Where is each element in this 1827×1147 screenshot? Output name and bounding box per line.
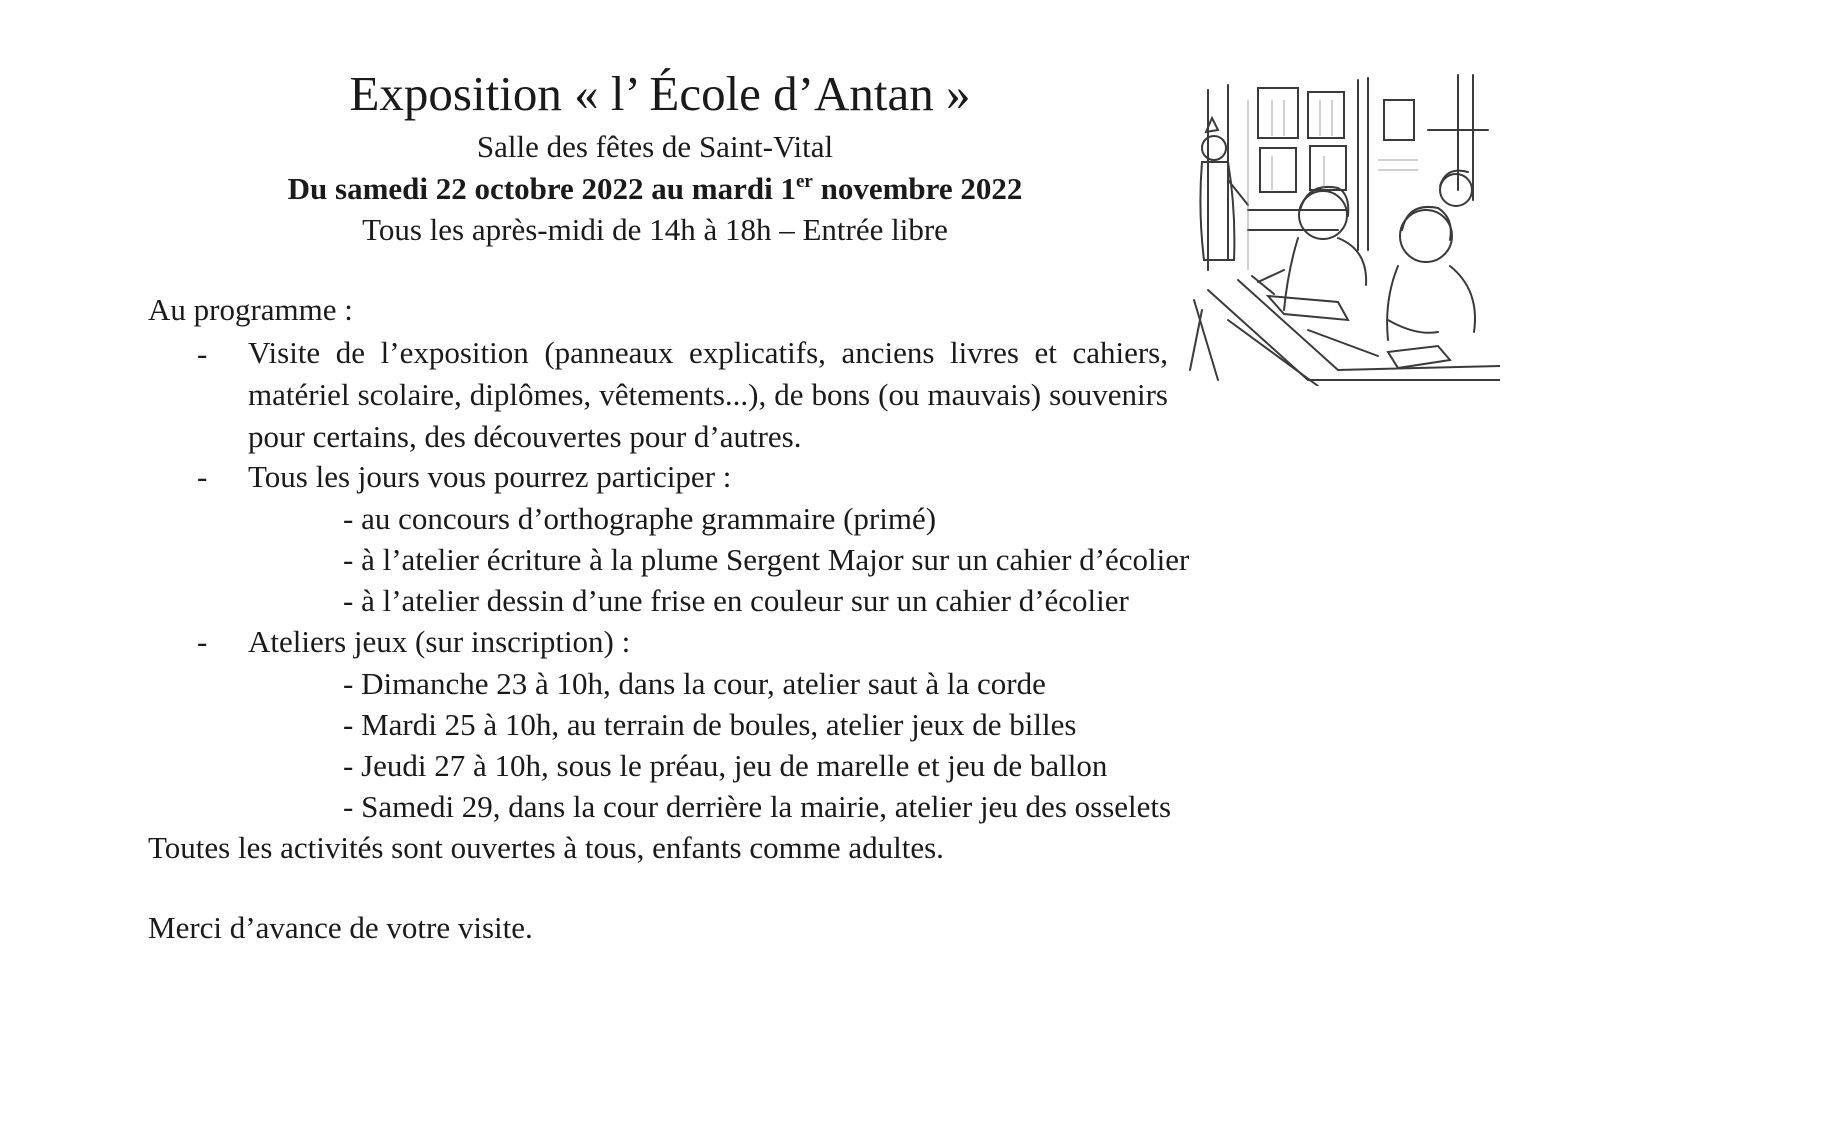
dates-text: Du samedi 22 octobre 2022 au mardi 1 — [287, 171, 796, 206]
hours-line: Tous les après-midi de 14h à 18h – Entrée libre — [362, 212, 948, 247]
program-heading: Au programme : — [148, 292, 353, 327]
classroom-sketch-illustration — [1188, 70, 1500, 386]
sub-item: - Dimanche 23 à 10h, dans la cour, atelier saut à la corde — [343, 666, 1046, 701]
bullet-participate-text: Tous les jours vous pourrez participer : — [248, 459, 732, 494]
page-title: Exposition « l’ École d’Antan » — [349, 66, 971, 121]
dates-text-end: novembre 2022 — [812, 171, 1023, 206]
sub-item: - à l’atelier écriture à la plume Sergent Major sur un cahier d’écolier — [343, 542, 1190, 577]
dates-line — [200, 169, 1110, 209]
sub-item: - Samedi 29, dans la cour derrière la mairie, atelier jeu des osselets — [343, 789, 1172, 824]
bullet-visit-text: Visite de l’exposition (panneaux explicatifs, anciens livres et cahiers, matériel scolaire, diplômes, vêtements...), de bons (ou mauvais) souvenirs pour certains, des découvertes pour d’autres. — [248, 335, 1168, 454]
bullet-dash: - — [197, 624, 208, 659]
bullet-dash: - — [197, 459, 208, 494]
bullet-dash: - — [197, 336, 208, 371]
dates-superscript: er — [795, 171, 813, 192]
bullet-games-text: Ateliers jeux (sur inscription) : — [248, 624, 631, 659]
footer-note: Toutes les activités sont ouvertes à tous, enfants comme adultes. — [148, 830, 944, 865]
sub-item: - au concours d’orthographe grammaire (primé) — [343, 501, 937, 536]
sub-item: - à l’atelier dessin d’une frise en couleur sur un cahier d’écolier — [343, 583, 1129, 618]
venue-line: Salle des fêtes de Saint-Vital — [476, 129, 834, 164]
sub-item: - Jeudi 27 à 10h, sous le préau, jeu de marelle et jeu de ballon — [343, 748, 1108, 783]
thanks-line: Merci d’avance de votre visite. — [148, 910, 533, 945]
sub-item: - Mardi 25 à 10h, au terrain de boules, atelier jeux de billes — [343, 707, 1077, 742]
